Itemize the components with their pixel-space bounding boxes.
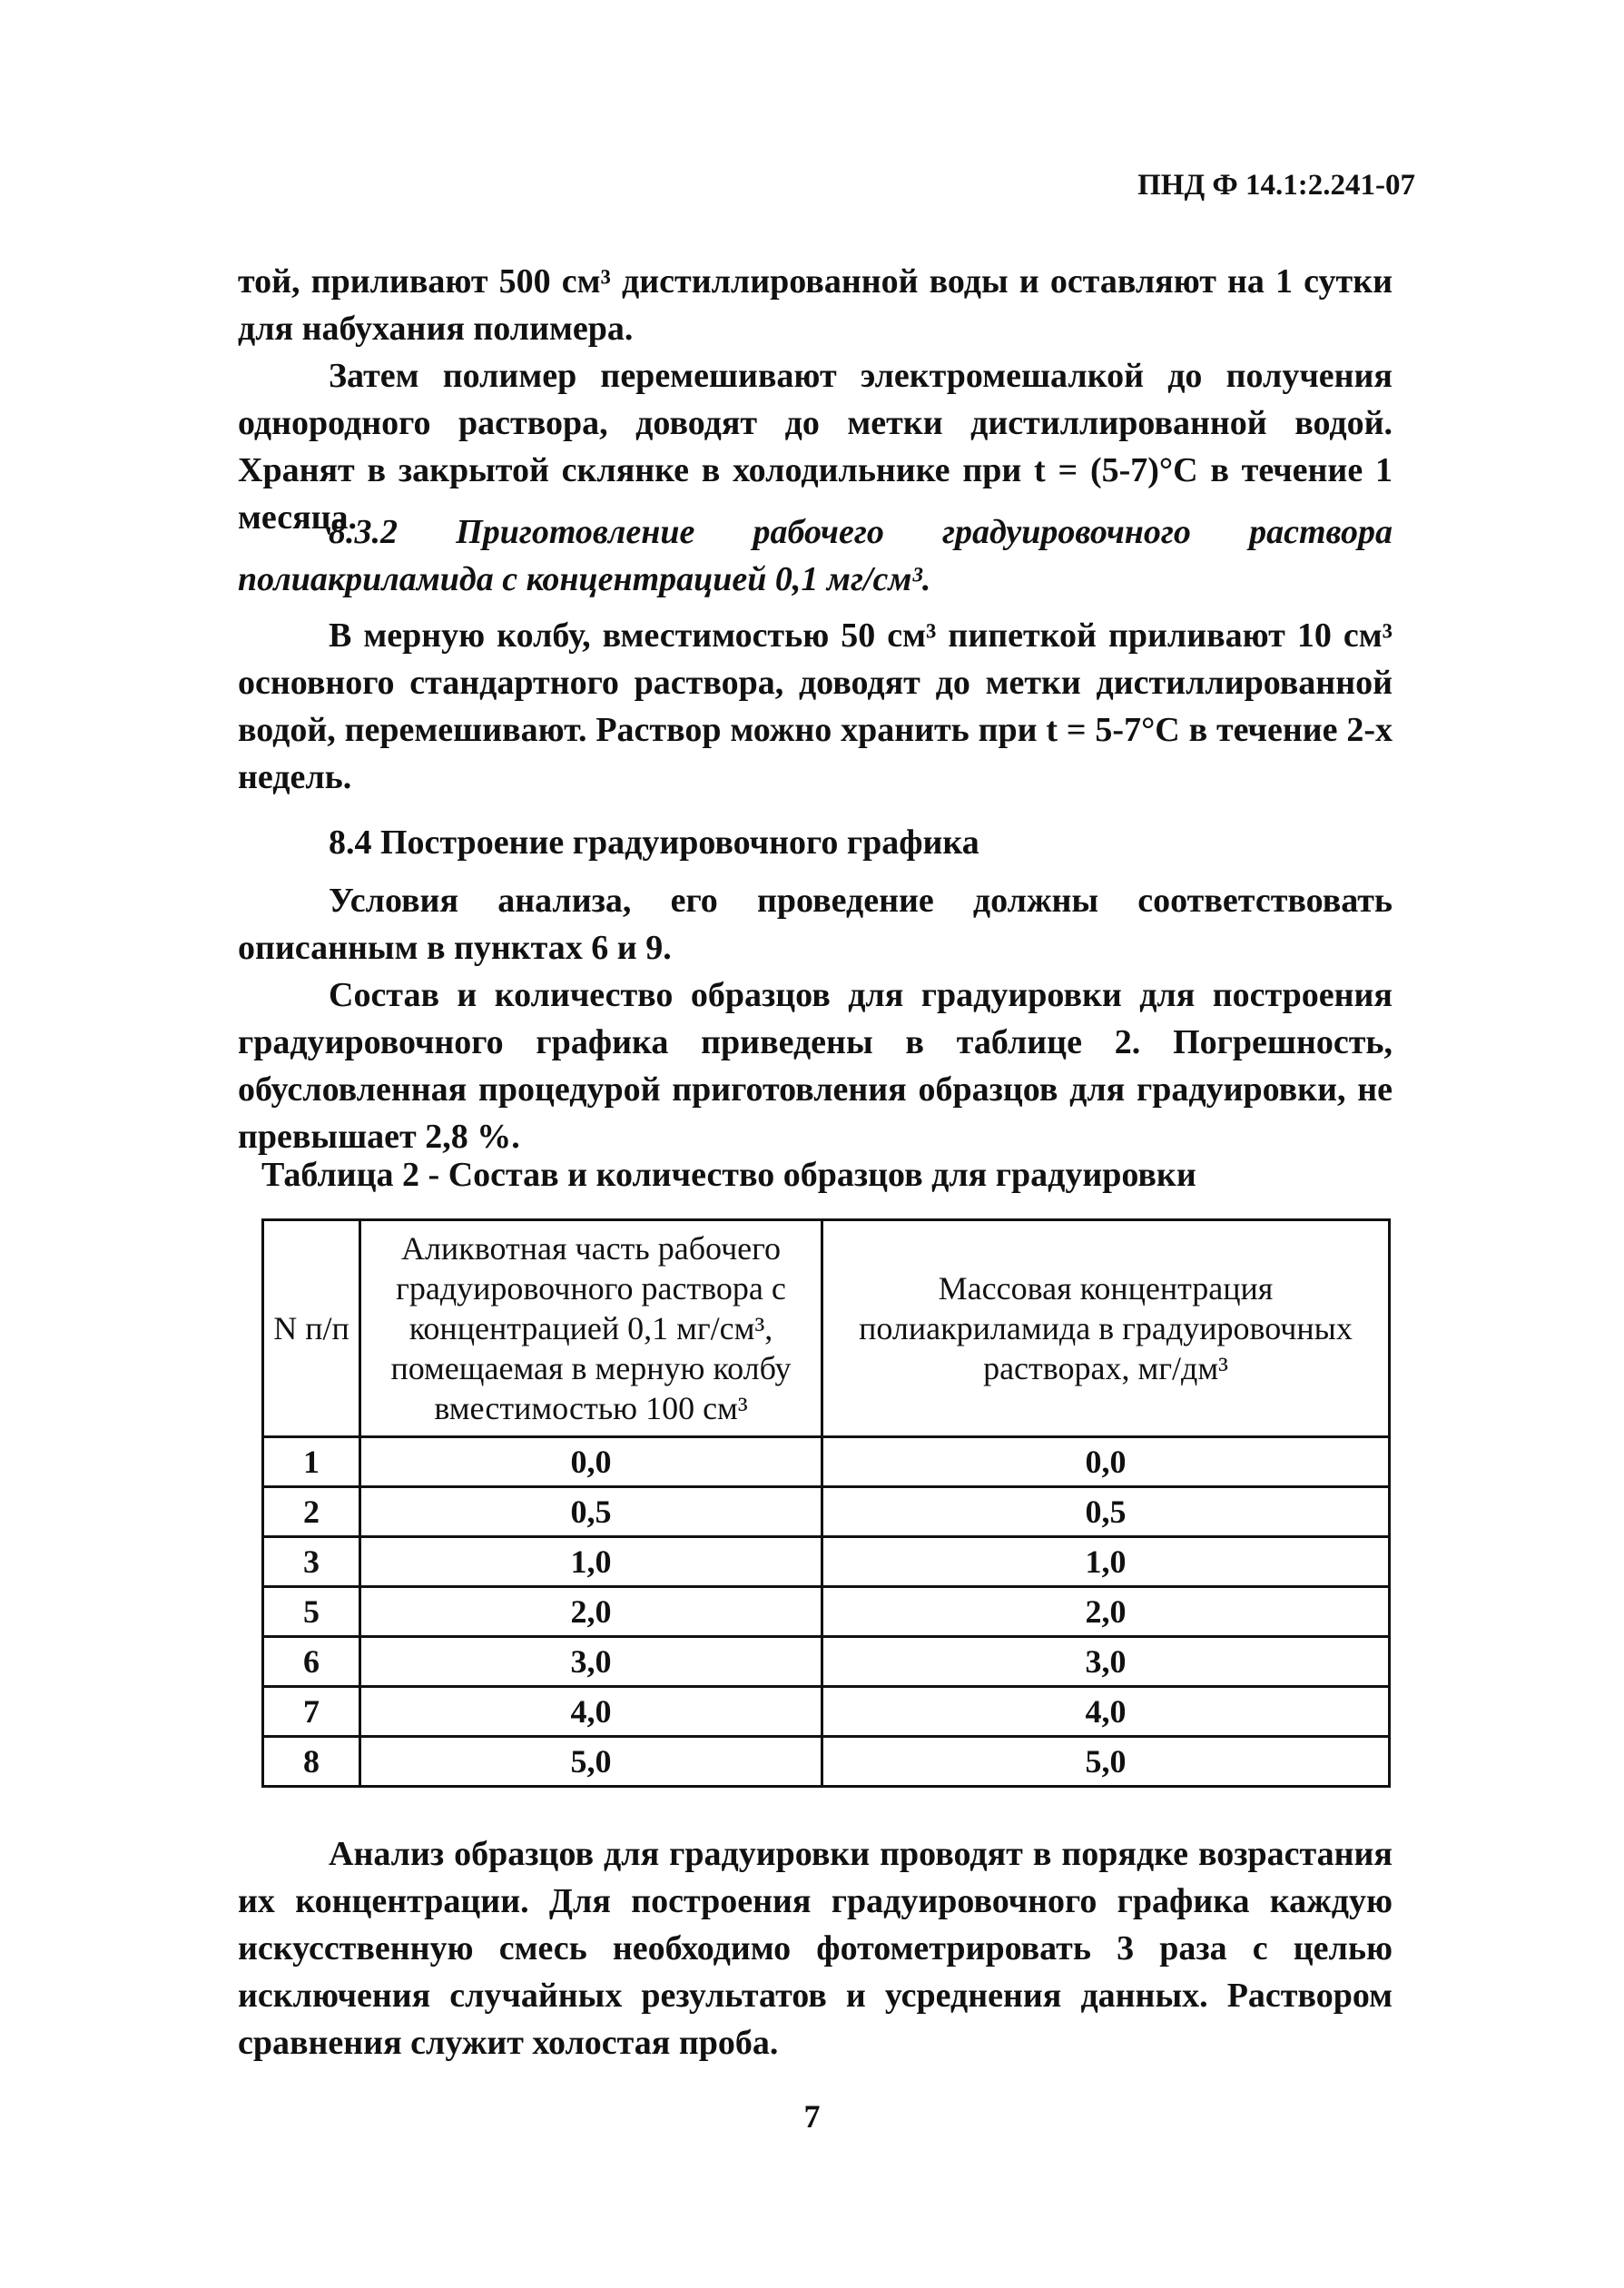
cell-concentration: 1,0 — [822, 1537, 1390, 1587]
table-row — [263, 1737, 1390, 1787]
paragraph-1: той, приливают 500 см³ дистиллированной воды и оставляют на 1 сутки для набухания полимера. — [238, 262, 1393, 348]
cell-aliquot: 1,0 — [360, 1537, 822, 1587]
page-number: 7 — [803, 2098, 821, 2135]
cell-concentration: 2,0 — [822, 1587, 1390, 1637]
cell-aliquot: 0,0 — [360, 1437, 822, 1487]
cell-aliquot: 2,0 — [360, 1587, 822, 1637]
paragraph-4: Условия анализа, его проведение должны соответствовать описанным в пунктах 6 и 9. — [238, 882, 1393, 967]
cell-number: 5 — [263, 1587, 360, 1637]
table-row — [263, 1687, 1390, 1737]
section-heading-8-4: 8.4 Построение градуировочного графика — [329, 823, 979, 862]
cell-concentration: 0,0 — [822, 1437, 1390, 1487]
calibration-table — [261, 1218, 1391, 1788]
paragraph-5: Состав и количество образцов для градуировки для построения градуировочного графика приведены в таблице 2. Погрешность, обусловленная процедурой приготовления образцов для градуировки, не превышает 2,8 %. — [238, 976, 1393, 1156]
document-code: ПНД Ф 14.1:2.241-07 — [1137, 169, 1415, 202]
table-row — [263, 1587, 1390, 1637]
cell-aliquot: 4,0 — [360, 1687, 822, 1737]
header-aliquot: Аликвотная часть рабочего градуировочного раствора с концентрацией 0,1 мг/см³, помещаемая в мерную колбу вместимостью 100 см³ — [360, 1220, 822, 1437]
cell-concentration: 3,0 — [822, 1637, 1390, 1687]
paragraph-2: Затем полимер перемешивают электромешалкой до получения однородного раствора, доводят до метки дистиллированной водой. Хранят в закрытой склянке в холодильнике при t = (5-7)°С в течение 1 месяца. — [238, 357, 1393, 537]
header-concentration: Массовая концентрация полиакриламида в градуировочных растворах, мг/дм³ — [822, 1220, 1390, 1437]
cell-aliquot: 5,0 — [360, 1737, 822, 1787]
cell-aliquot: 0,5 — [360, 1487, 822, 1537]
cell-number: 7 — [263, 1687, 360, 1737]
header-number: N п/п — [263, 1220, 360, 1437]
cell-number: 1 — [263, 1437, 360, 1487]
cell-number: 3 — [263, 1537, 360, 1587]
cell-number: 8 — [263, 1737, 360, 1787]
table-header-row — [263, 1220, 1390, 1437]
cell-concentration: 4,0 — [822, 1687, 1390, 1737]
cell-number: 6 — [263, 1637, 360, 1687]
cell-concentration: 5,0 — [822, 1737, 1390, 1787]
subsection-heading-8-3-2: 8.3.2 Приготовление рабочего градуировочного раствора полиакриламида с концентрацией 0,1 мг/см³. — [238, 513, 1393, 598]
cell-number: 2 — [263, 1487, 360, 1537]
paragraph-3: В мерную колбу, вместимостью 50 см³ пипеткой приливают 10 см³ основного стандартного раствора, доводят до метки дистиллированной водой, перемешивают. Раствор можно хранить при t = 5-7°С в течение 2-х недель. — [238, 616, 1393, 796]
table-row — [263, 1487, 1390, 1537]
table-row — [263, 1437, 1390, 1487]
cell-concentration: 0,5 — [822, 1487, 1390, 1537]
table-row — [263, 1637, 1390, 1687]
table-caption: Таблица 2 - Состав и количество образцов для градуировки — [261, 1156, 1196, 1194]
paragraph-6: Анализ образцов для градуировки проводят в порядке возрастания их концентрации. Для построения градуировочного графика каждую искусственную смесь необходимо фотометрировать 3 раза с целью исключения случайных результатов и усреднения данных. Раствором сравнения служит холостая проба. — [238, 1835, 1393, 2062]
table-row — [263, 1537, 1390, 1587]
cell-aliquot: 3,0 — [360, 1637, 822, 1687]
